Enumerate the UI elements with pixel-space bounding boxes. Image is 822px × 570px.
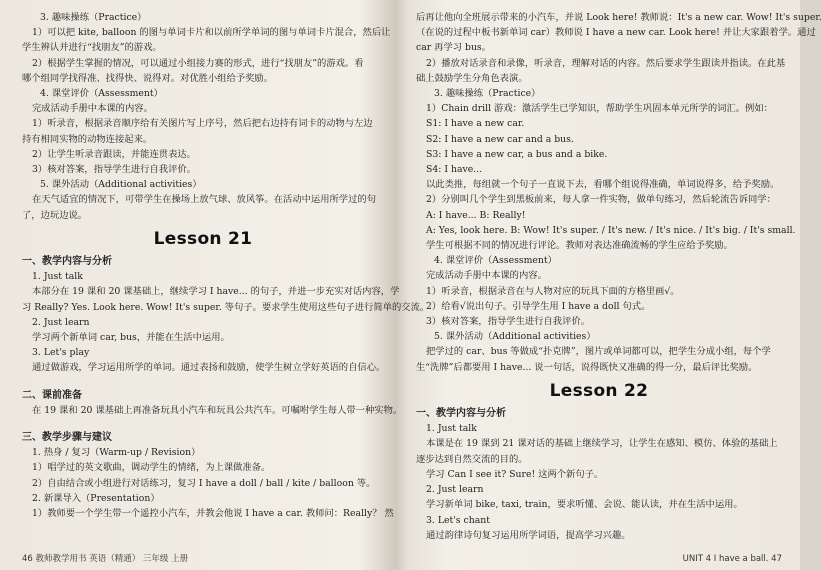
text-line: 2）自由结合或小组进行对话练习，复习 I have a doll / ball / kite / balloon 等。: [32, 477, 376, 489]
text-line: 1）Chain drill 游戏：激活学生已学知识，帮助学生巩固本单元所学的词汇。例如：: [426, 103, 773, 115]
text-line: 本部分在 19 课和 20 课基础上，继续学习 I have... 的句子，并进一步充实对话内容，学: [32, 286, 400, 298]
text-line: 1）可以把 kite, balloon 的图与单词卡片和以前所学单词的图与单词卡片混合，然后让: [32, 27, 391, 39]
text-line: 2）播放对话录音和录像，听录音，理解对话的内容。然后要求学生跟读并指读。在此基: [426, 57, 786, 69]
section-body: [416, 421, 782, 543]
lesson-title: Lesson 22: [549, 380, 649, 401]
section-body: [22, 403, 403, 418]
text-line: 1. 热身 / 复习（Warm-up / Revision）: [32, 447, 201, 459]
text-line: 持有相同实物的动物连接起来。: [22, 133, 153, 145]
text-line: 学生辨认并进行“找朋友”的游戏。: [22, 42, 162, 54]
text-line: A: I have... B: Really!: [426, 209, 526, 221]
right-page: [416, 10, 822, 562]
text-line: 哪个组同学找得准、找得快、说得对。对优胜小组给予奖励。: [22, 72, 274, 84]
text-line: 2）根据学生掌握的情况，可以通过小组接力赛的形式，进行“找朋友”的游戏。看: [32, 57, 364, 69]
text-line: 把学过的 car、bus 等做成“扑克牌”，图片或单词都可以，把学生分成小组，每个学: [426, 346, 771, 358]
text-line: 4. 课堂评价（Assessment）: [434, 255, 557, 267]
page-footer-left: 46 教师教学用书 英语（精通） 三年级 上册: [22, 554, 189, 564]
text-line: 3. Let's play: [32, 347, 90, 359]
right-intro: [416, 10, 822, 375]
section-body: [22, 269, 430, 375]
text-line: 5. 课外活动（Additional activities）: [434, 331, 596, 343]
text-line: 本课是在 19 课到 21 课对话的基础上继续学习，让学生在感知、模仿、体验的基础上: [426, 438, 778, 450]
text-line: 1. Just talk: [426, 423, 477, 435]
text-line: 习 Really? Yes. Look here. Wow! It's super. 等句子。要求学生使用这些句子进行简单的交流。: [22, 301, 430, 313]
text-line: 3. 趣味操练（Practice）: [434, 88, 541, 100]
text-line: A: Yes, look here. B: Wow! It's super. / It's new. / It's nice. / It's big. / It's small.: [426, 224, 796, 236]
lesson-title: Lesson 21: [153, 228, 253, 249]
text-line: 3）核对答案，指导学生进行自我评价。: [32, 164, 196, 176]
text-line: 2）分别叫几个学生到黑板前来，每人拿一件实物，做单句练习，然后轮流告诉同学：: [426, 194, 776, 206]
text-line: 5. 课外活动（Additional activities）: [40, 179, 202, 191]
text-line: 在 19 课和 20 课基础上再准备玩具小汽车和玩具公共汽车。可嘱咐学生每人带一种实物。: [32, 404, 403, 416]
text-line: 2）让学生听录音跟读，并能连贯表达。: [32, 148, 196, 160]
left-intro: [22, 10, 391, 223]
section-heading: 二、课前准备: [22, 389, 82, 401]
text-line: 础上鼓励学生分角色表演。: [416, 72, 528, 84]
text-line: 1）唱学过的英文歌曲，调动学生的情绪，为上课做准备。: [32, 462, 271, 474]
section-body: [22, 445, 394, 521]
text-line: 完成活动手册中本课的内容。: [32, 103, 153, 115]
text-line: 1）听录音，根据录音顺序给有关图片写上序号，然后把右边持有词卡的动物与左边: [32, 118, 373, 130]
text-line: （在说的过程中板书新单词 car）教师说 I have a new car. Look here! 并让大家跟着学。通过: [416, 27, 816, 39]
text-line: 学习新单词 bike, taxi, train，要求听懂、会说、能认读，并在生活中运用。: [426, 499, 743, 511]
text-line: 通过做游戏，学习运用所学的单词。通过表扬和鼓励，使学生树立学好英语的自信心。: [32, 362, 386, 374]
text-line: S3: I have a new car, a bus and a bike.: [426, 148, 608, 160]
text-line: 1）听录音，根据录音在与人物对应的玩具下面的方格里画√。: [426, 285, 680, 297]
section-heading: 一、教学内容与分析: [416, 408, 506, 420]
text-line: 学习 Can I see it? Sure! 这两个新句子。: [426, 468, 604, 480]
text-line: 在天气适宜的情况下，可带学生在操场上放气球、放风筝。在活动中运用所学过的句: [32, 194, 376, 206]
text-line: S2: I have a new car and a bus.: [426, 133, 574, 145]
text-line: 学生可根据不同的情况进行评论。教师对表达准确流畅的学生应给予奖励。: [426, 240, 733, 252]
text-line: 后再让他向全班展示带来的小汽车，并说 Look here! 教师说：It's a new car. Wow! It's super.: [416, 12, 822, 23]
text-line: 2. Just learn: [32, 316, 90, 328]
page-footer-right: UNIT 4 I have a ball. 47: [682, 554, 782, 564]
text-line: 逐步达到自然交流的目的。: [416, 453, 528, 465]
text-line: 以此类推，每组就一个句子一直说下去，看哪个组说得准确，单词说得多，给予奖励。: [426, 179, 780, 191]
text-line: 3）核对答案，指导学生进行自我评价。: [426, 316, 590, 328]
text-line: 了，边玩边说。: [22, 209, 88, 221]
text-line: 2. 新课导入（Presentation）: [32, 492, 160, 504]
section-heading: 一、教学内容与分析: [22, 256, 112, 268]
text-line: 3. 趣味操练（Practice）: [40, 12, 147, 23]
text-line: 学习两个新单词 car, bus，并能在生活中运用。: [32, 332, 230, 344]
text-line: 1. Just talk: [32, 271, 83, 283]
left-page: [22, 10, 430, 562]
text-line: car 再学习 bus。: [416, 42, 492, 54]
text-line: 2）给看√说出句子。引导学生用 I have a doll 句式。: [426, 300, 651, 312]
text-line: 1）教师要一个学生带一个遥控小汽车，并教会他说 I have a car. 教师问：Really？ 然: [32, 508, 394, 520]
text-line: 通过韵律诗句复习运用所学词语，提高学习兴趣。: [426, 529, 631, 541]
text-line: 完成活动手册中本课的内容。: [426, 270, 547, 282]
text-line: 4. 课堂评价（Assessment）: [40, 88, 163, 100]
text-line: S4: I have...: [426, 164, 483, 176]
text-line: 生“洗牌”后都要用 I have... 说一句话，说得既快又准确的得一分，最后评比奖励。: [416, 361, 758, 373]
text-line: 3. Let's chant: [426, 514, 490, 526]
text-line: 2. Just learn: [426, 484, 484, 496]
section-heading: 三、教学步骤与建议: [22, 432, 112, 444]
text-line: S1: I have a new car.: [426, 118, 525, 130]
